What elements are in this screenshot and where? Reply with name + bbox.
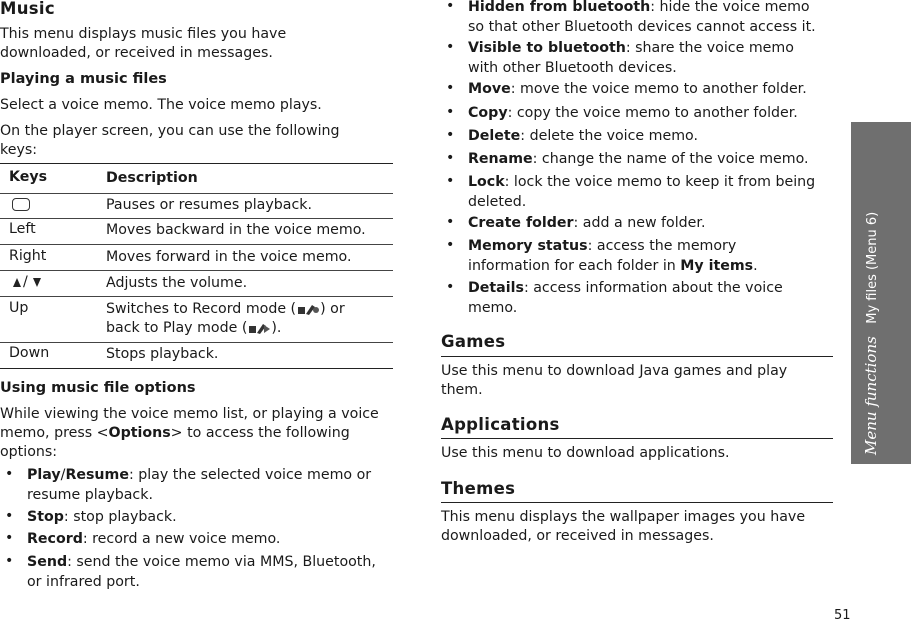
- playing-p2: [0, 122, 340, 160]
- option-text: : share the voice memo: [625, 40, 794, 56]
- p2-line: On the player screen, you can use the following: [0, 123, 340, 139]
- row-key: /: [23, 274, 28, 290]
- option-text: : access the memory: [587, 238, 737, 254]
- bullet-icon: •: [446, 127, 455, 143]
- themes-rule: [441, 502, 833, 503]
- intro-line: downloaded, or received in messages.: [0, 45, 273, 61]
- ok-button-icon: [12, 196, 30, 212]
- option-term: Move: [468, 81, 511, 97]
- options-intro-line: options:: [0, 444, 58, 460]
- options-intro-part: memo, press <: [0, 425, 109, 441]
- p2-line: keys:: [0, 142, 38, 158]
- bullet-icon: •: [5, 530, 14, 546]
- bullet-icon: •: [446, 173, 455, 189]
- section-side-tab: [851, 122, 911, 464]
- bullet-icon: •: [446, 104, 455, 120]
- option-term: Rename: [468, 151, 533, 167]
- option-term: My items: [680, 257, 754, 274]
- table-rule: [0, 342, 393, 343]
- option-term: Resume: [65, 467, 129, 483]
- option-text: memo.: [468, 299, 518, 316]
- page-number: 51: [834, 608, 851, 623]
- option-term: Copy: [468, 105, 508, 121]
- table-rule: [0, 296, 393, 297]
- bullet-icon: •: [446, 150, 455, 166]
- bullet-icon: •: [446, 0, 455, 14]
- row-desc-part: ) or: [320, 301, 345, 317]
- table-header-keys: Keys: [9, 169, 48, 185]
- table-rule: [0, 193, 393, 194]
- option-term: Hidden from bluetooth: [468, 0, 651, 15]
- option-text: with other Bluetooth devices.: [468, 59, 677, 76]
- bullet-icon: •: [446, 214, 455, 230]
- options-intro-line: While viewing the voice memo list, or playing a voice: [0, 406, 379, 422]
- option-text: : play the selected voice memo or: [128, 467, 372, 483]
- games-rule: [441, 356, 833, 357]
- table-rule: [0, 218, 393, 219]
- table-top-rule: [0, 163, 393, 164]
- row-desc: Adjusts the volume.: [106, 275, 248, 291]
- row-key: Left: [9, 221, 36, 237]
- themes-text-line: This menu displays the wallpaper images you have: [441, 509, 806, 525]
- option-text: : hide the voice memo: [650, 0, 810, 15]
- games-text-line: them.: [441, 382, 483, 398]
- option-term: Stop: [27, 509, 64, 525]
- option-text: : change the name of the voice memo.: [532, 151, 809, 167]
- volume-up-down-icon: [12, 274, 42, 290]
- record-mode-icon: [296, 302, 320, 316]
- option-text: : stop playback.: [63, 509, 177, 525]
- bullet-icon: •: [446, 39, 455, 55]
- themes-text-line: downloaded, or received in messages.: [441, 528, 714, 544]
- intro-line: This menu displays music files you have: [0, 26, 287, 42]
- option-text: : move the voice memo to another folder.: [510, 81, 807, 97]
- option-text: resume playback.: [27, 486, 153, 503]
- applications-text: Use this menu to download applications.: [441, 445, 730, 461]
- row-desc-part: ).: [271, 320, 282, 336]
- option-text: deleted.: [468, 193, 527, 210]
- options-heading: Using music file options: [0, 380, 196, 396]
- playing-p1: Select a voice memo. The voice memo plays.: [0, 97, 322, 113]
- music-title: Music: [0, 0, 55, 18]
- applications-rule: [441, 438, 833, 439]
- table-bottom-rule: [0, 368, 393, 369]
- option-text: information for each folder in: [468, 257, 681, 274]
- option-text: : send the voice memo via MMS, Bluetooth,: [67, 554, 376, 570]
- option-text: : copy the voice memo to another folder.: [507, 105, 798, 121]
- row-desc: Pauses or resumes playback.: [106, 197, 312, 213]
- option-text: : lock the voice memo to keep it from being: [504, 174, 816, 190]
- option-term: Lock: [468, 174, 505, 190]
- row-desc: Moves forward in the voice memo.: [106, 249, 352, 265]
- bullet-icon: •: [5, 553, 14, 569]
- bullet-icon: •: [5, 508, 14, 524]
- row-desc: Stops playback.: [106, 346, 219, 362]
- side-tab-menu: My files (Menu 6): [865, 211, 880, 324]
- options-intro-line: [0, 424, 395, 443]
- bullet-icon: •: [446, 80, 455, 96]
- options-softkey-label: Options: [108, 425, 171, 441]
- option-text: : add a new folder.: [573, 215, 706, 231]
- options-intro: [0, 405, 395, 462]
- section-side-tab-label: [862, 212, 880, 455]
- row-desc: [106, 300, 345, 338]
- music-intro: [0, 25, 286, 63]
- option-term: Delete: [468, 128, 521, 144]
- options-intro-part: > to access the following: [170, 425, 350, 441]
- option-text: : delete the voice memo.: [520, 128, 698, 144]
- row-desc-part: Switches to Record mode (: [106, 301, 297, 317]
- option-term: Create folder: [468, 215, 574, 231]
- option-term: Memory status: [468, 238, 588, 254]
- bullet-icon: •: [446, 279, 455, 295]
- side-tab-section: Menu functions: [862, 336, 880, 455]
- row-desc: Moves backward in the voice memo.: [106, 222, 366, 238]
- option-text: : access information about the voice: [523, 280, 783, 296]
- option-term-sep: /: [60, 467, 66, 483]
- themes-title: Themes: [441, 479, 516, 498]
- themes-text: [441, 508, 805, 546]
- table-rule: [0, 244, 393, 245]
- option-term: Visible to bluetooth: [468, 40, 626, 56]
- option-term: Play: [27, 467, 61, 483]
- bullet-icon: •: [5, 466, 14, 482]
- row-key: Down: [9, 345, 50, 361]
- option-term: Send: [27, 554, 68, 570]
- bullet-icon: •: [446, 237, 455, 253]
- option-text: so that other Bluetooth devices cannot access it.: [468, 18, 816, 35]
- table-header-description: Description: [106, 170, 198, 186]
- row-desc-part: back to Play mode (: [106, 320, 248, 336]
- games-text-line: Use this menu to download Java games and play: [441, 363, 788, 379]
- games-title: Games: [441, 332, 506, 351]
- row-key: Right: [9, 248, 47, 264]
- option-term: Details: [468, 280, 524, 296]
- playing-heading: Playing a music files: [0, 71, 167, 87]
- option-term: Record: [27, 531, 83, 547]
- applications-title: Applications: [441, 415, 560, 434]
- games-text: [441, 362, 787, 400]
- option-text: .: [753, 257, 758, 274]
- option-text: : record a new voice memo.: [82, 531, 281, 547]
- table-rule: [0, 270, 393, 271]
- option-text: or infrared port.: [27, 573, 140, 590]
- play-mode-icon: [247, 321, 271, 335]
- table-row: [0, 300, 393, 340]
- row-key: Up: [9, 300, 29, 316]
